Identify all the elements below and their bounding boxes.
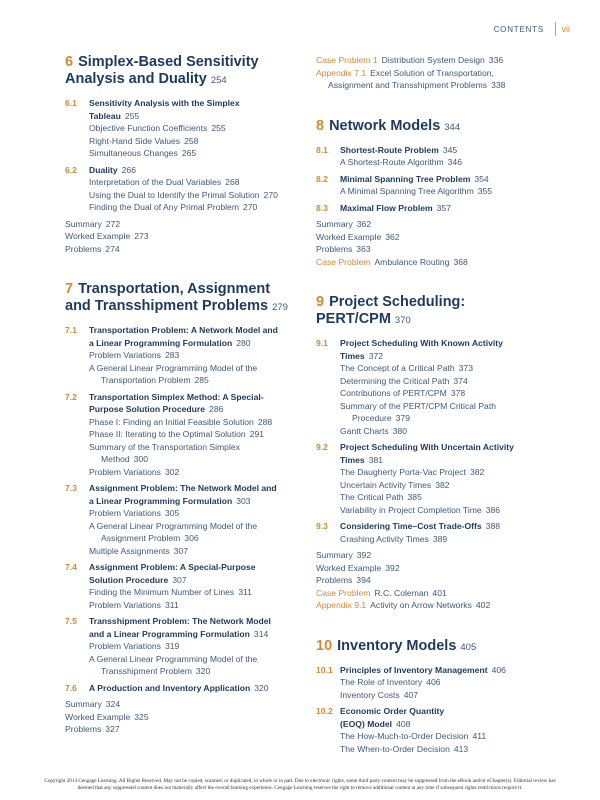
toc-entry: A General Linear Programming Model of the Transportation Problem 285 [89,362,258,385]
left-column [65,54,301,736]
toc-entry: Summary of the Transportation Simplex Method 300 [89,441,240,464]
chapter-9-heading: 9 Project Scheduling: PERT/CPM 370 [316,294,466,327]
toc-appendix-7-1: Appendix 7.1 Excel Solution of Transportation, Assignment and Transshipment Problems 338 [316,67,506,90]
toc-entry: Phase I: Finding an Initial Feasible Solution 288 [89,416,273,427]
toc-entry: Phase II: Iterating to the Optimal Solution 291 [89,429,265,439]
header-page-number: vii [561,24,570,34]
toc-appendix-9-1: Appendix 9.1 Activity on Arrow Networks 402 [316,600,491,610]
section-7-1: 7.1 Transportation Problem: A Network Model and a Linear Programming Formulation 280 [65,325,278,348]
copyright-footer: Copyright 2014 Cengage Learning. All Rights Reserved. May not be copied, scanned, or duplicated, in whole or in part. Due to electronic rights, some third party content may be suppressed from the eBook and/or eChapter(s). Editorial review has deemed that any suppressed content does not materially affect the overall learning experience. Cengage Learning reserves the right to remove additional content at any time if subsequent rights restrictions require it. [44,778,556,791]
running-header [0,22,600,42]
toc-entry: The Role of Inventory 406 [340,677,441,687]
toc-entry: The When-to-Order Decision 413 [340,743,469,754]
toc-worked-example: Worked Example 273 [65,231,149,241]
section-8-1: 8.1 Shortest-Route Problem 345 [316,144,458,155]
section-10-1: 10.1 Principles of Inventory Management 406 [316,664,506,675]
toc-entry: Problem Variations 311 [89,599,179,610]
section-8-3: 8.3 Maximal Flow Problem 357 [316,202,451,213]
section-6-1: 6.1 Sensitivity Analysis with the Simplex Tableau 255 [65,98,240,121]
toc-summary: Summary 272 [65,218,121,229]
section-10-2: 10.2 Economic Order Quantity (EOQ) Model 408 [316,706,445,729]
toc-entry: Determining the Critical Path 374 [340,375,468,386]
section-7-3: 7.3 Assignment Problem: The Network Model and a Linear Programming Formulation 303 [65,483,277,506]
toc-entry: Problem Variations 305 [89,508,180,518]
header-divider [555,22,556,36]
toc-entry: The How-Much-to-Order Decision 411 [340,731,487,741]
toc-entry: Simultaneous Changes 265 [89,148,197,158]
toc-entry: The Concept of a Critical Path 373 [340,363,473,373]
toc-entry: The Daugherty Porta-Vac Project 382 [340,467,485,477]
toc-problems: Problems 274 [65,243,120,254]
toc-entry: Finding the Dual of Any Primal Problem 270 [89,202,258,212]
toc-entry: Contributions of PERT/CPM 378 [340,388,466,398]
toc-entry: A General Linear Programming Model of the Transshipment Problem 320 [89,653,258,676]
section-8-2: 8.2 Minimal Spanning Tree Problem 354 [316,173,489,184]
toc-case-problem-1: Case Problem 1 Distribution System Design 336 [316,55,504,65]
toc-problems: Problems 363 [316,244,371,254]
right-column [316,54,556,755]
toc-entry: Gantt Charts 380 [340,425,408,436]
toc-entry: A Shortest-Route Algorithm 346 [340,157,462,167]
toc-entry: Uncertain Activity Times 382 [340,479,450,490]
toc-summary: Summary 324 [65,699,121,709]
chapter-8-heading: 8 Network Models 344 [316,117,461,134]
toc-worked-example: Worked Example 325 [65,711,149,722]
toc-entry: Problem Variations 302 [89,466,180,477]
toc-entry: Finding the Minimum Number of Lines 311 [89,587,252,597]
section-7-6: 7.6 A Production and Inventory Application 320 [65,682,269,693]
chapter-10-heading: 10 Inventory Models 405 [316,637,477,654]
toc-entry: A Minimal Spanning Tree Algorithm 355 [340,186,493,196]
chapter-6-heading: 6 Simplex-Based Sensitivity Analysis and Duality 254 [65,54,259,87]
toc-entry: Problem Variations 319 [89,641,180,651]
section-7-4: 7.4 Assignment Problem: A Special-Purpose Solution Procedure 307 [65,562,256,585]
toc-entry: Right-Hand Side Values 258 [89,135,199,146]
chapter-7-heading: 7 Transportation, Assignment and Transshipment Problems 279 [65,281,288,314]
section-9-3: 9.3 Considering Time–Cost Trade-Offs 388 [316,521,501,531]
toc-case-problem: Case Problem Ambulance Routing 368 [316,256,468,267]
toc-entry: Multiple Assignments 307 [89,545,189,556]
toc-entry: Variability in Project Completion Time 386 [340,504,501,515]
toc-entry: Using the Dual to Identify the Primal Solution 270 [89,189,278,200]
section-7-2: 7.2 Transportation Simplex Method: A Special- Purpose Solution Procedure 286 [65,391,264,414]
toc-problems: Problems 327 [65,724,120,734]
toc-entry: The Critical Path 385 [340,492,422,502]
toc-summary: Summary 362 [316,219,372,229]
section-6-2: 6.2 Duality 266 [65,164,136,175]
toc-entry: Summary of the PERT/CPM Critical Path Procedure 379 [340,400,497,423]
section-7-5: 7.5 Transshipment Problem: The Network Model and a Linear Programming Formulation 314 [65,616,271,639]
toc-worked-example: Worked Example 362 [316,231,400,242]
toc-entry: Objective Function Coefficients 255 [89,123,226,133]
section-9-2: 9.2 Project Scheduling With Uncertain Activity Times 381 [316,442,514,465]
toc-summary: Summary 392 [316,550,372,560]
toc-entry: Inventory Costs 407 [340,689,419,700]
toc-worked-example: Worked Example 392 [316,562,400,573]
section-9-1: 9.1 Project Scheduling With Known Activity Times 372 [316,338,503,361]
toc-entry: A General Linear Programming Model of the Assignment Problem 306 [89,520,258,543]
toc-entry: Problem Variations 283 [89,350,180,360]
toc-entry: Crashing Activity Times 389 [340,533,448,544]
toc-case-problem: Case Problem R.C. Coleman 401 [316,587,447,598]
header-label: CONTENTS [493,25,544,34]
toc-entry: Interpretation of the Dual Variables 268 [89,177,240,187]
toc-problems: Problems 394 [316,575,371,585]
